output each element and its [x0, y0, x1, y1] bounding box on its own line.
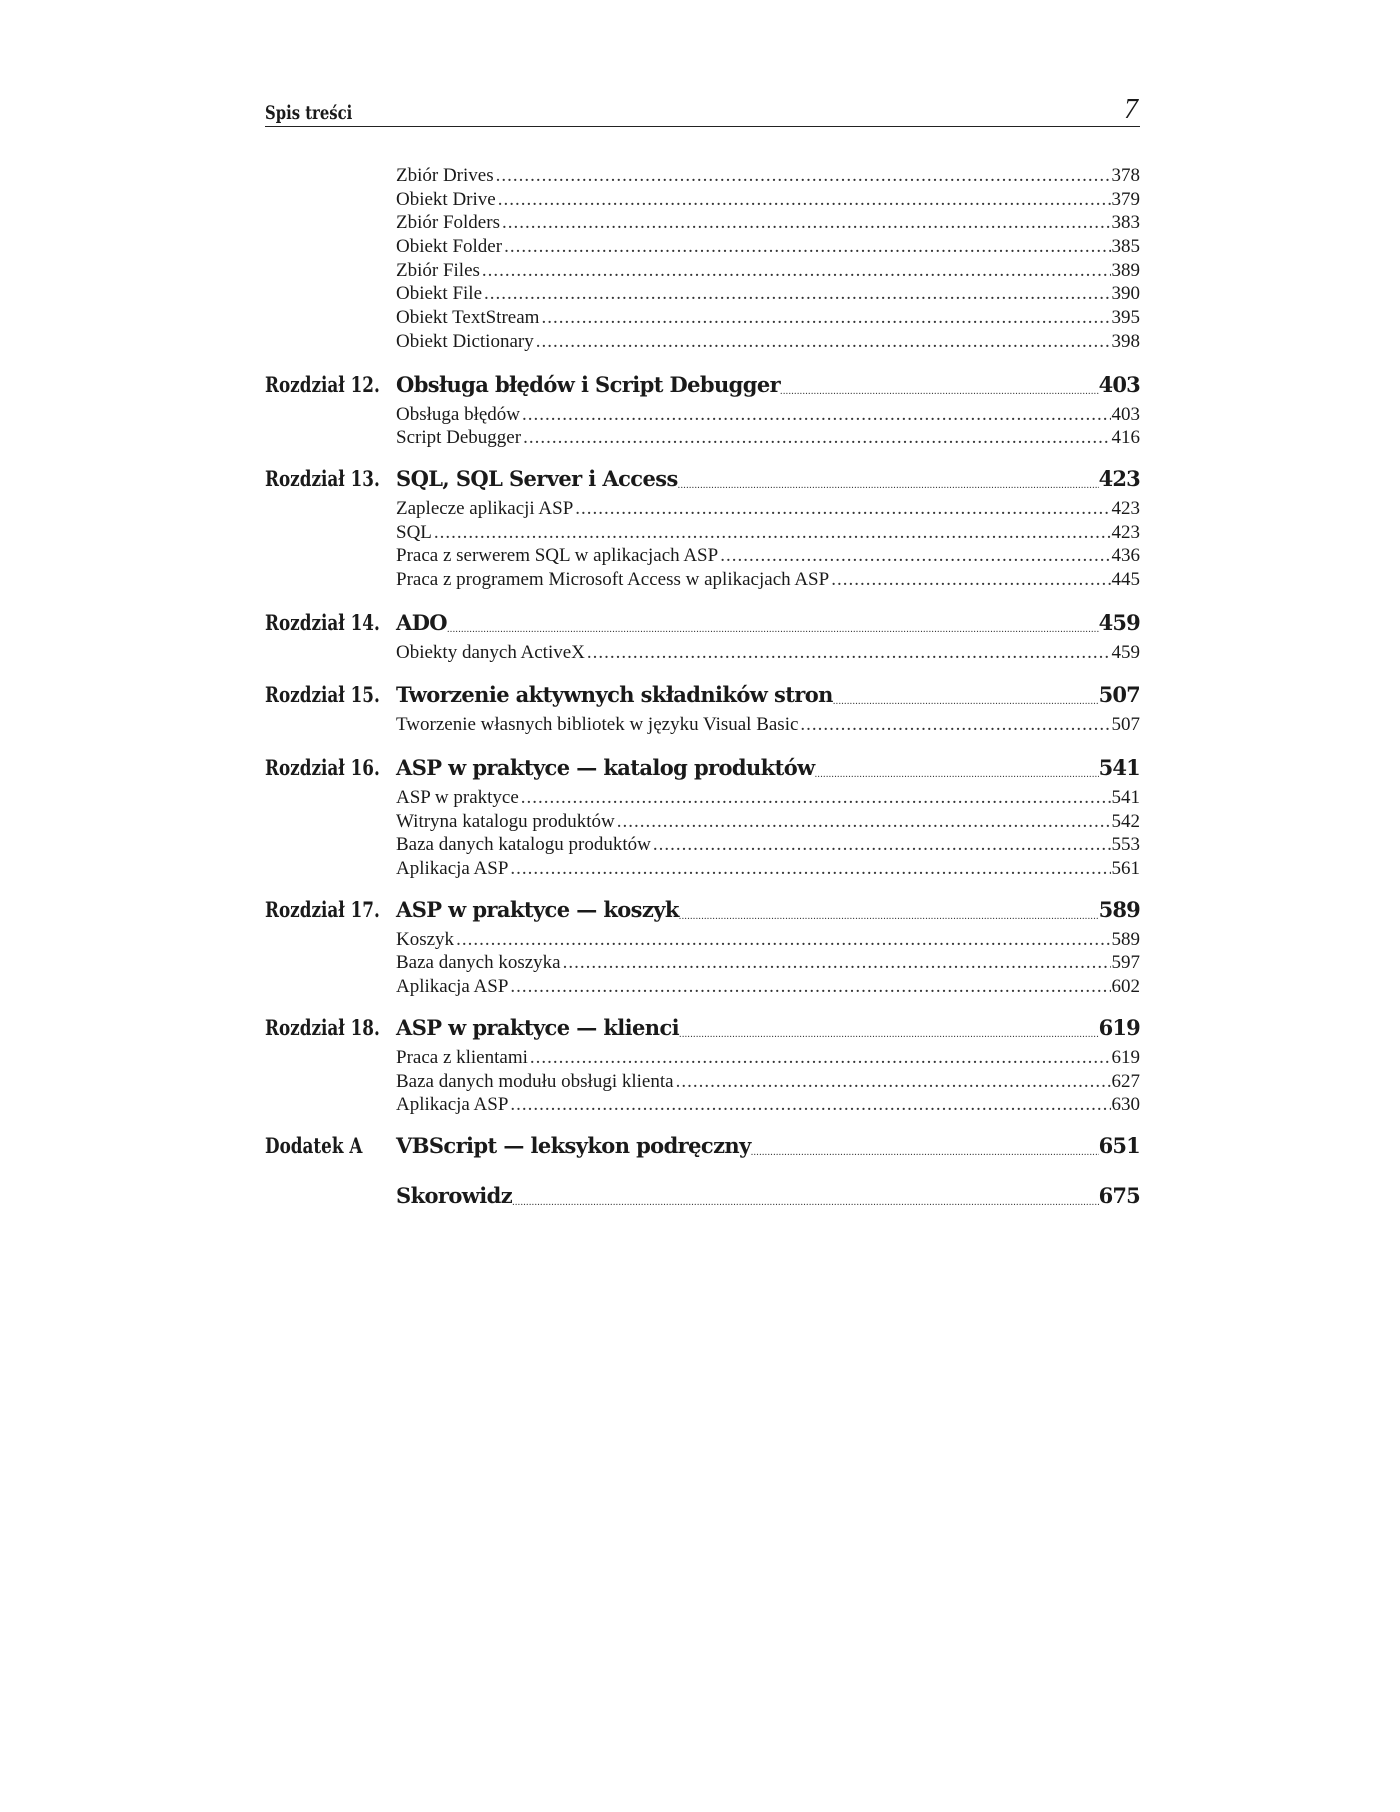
dot-leader [510, 1093, 1110, 1117]
toc-entry[interactable] [396, 188, 1140, 212]
toc-entry-page: 385 [1111, 236, 1140, 258]
chapter-page: 423 [1098, 465, 1140, 491]
chapter-page: 403 [1098, 371, 1140, 397]
dot-leader [541, 306, 1110, 330]
toc-entry-title: Obiekt File [396, 283, 483, 305]
chapter-section [265, 1178, 1140, 1214]
toc-entry-title: Obiekt TextStream [396, 307, 540, 329]
chapter-label: Rozdział 18. [265, 1014, 380, 1040]
toc-entry-page: 627 [1111, 1070, 1140, 1092]
toc-entry[interactable] [396, 928, 1140, 952]
toc-entry[interactable] [396, 235, 1140, 259]
toc-entry-page: 390 [1111, 283, 1140, 305]
toc-entry-page: 436 [1111, 545, 1140, 567]
dot-leader [720, 544, 1110, 568]
dot-leader [678, 475, 1099, 497]
toc-entry-page: 389 [1111, 259, 1140, 281]
dot-leader [617, 810, 1111, 834]
chapter-heading[interactable] [265, 1010, 1140, 1046]
chapter-label: Dodatek A [265, 1132, 363, 1158]
toc-entry-title: Aplikacja ASP [396, 976, 509, 998]
chapter-title: Tworzenie aktywnych składników stron [396, 682, 833, 708]
dot-leader [482, 259, 1111, 283]
toc-entry-title: ASP w praktyce [396, 787, 519, 808]
dot-leader [456, 928, 1110, 952]
toc-entry[interactable] [396, 568, 1140, 592]
chapter-label: Rozdział 16. [265, 755, 380, 780]
dot-leader [751, 1142, 1099, 1164]
dot-leader [653, 833, 1111, 857]
chapter-section [265, 1010, 1140, 1117]
chapter-title: ASP w praktyce — koszyk [396, 896, 679, 922]
toc-entry-title: Obiekty danych ActiveX [396, 641, 585, 663]
chapter-section [265, 1128, 1140, 1164]
dot-leader [575, 497, 1110, 521]
chapter-page: 651 [1098, 1132, 1140, 1158]
toc-entry-title: Praca z programem Microsoft Access w aplikacjach ASP [396, 568, 830, 590]
toc-entry-title: Zbiór Folders [396, 212, 500, 234]
toc-entry-page: 553 [1111, 834, 1140, 856]
chapter-heading[interactable] [265, 461, 1140, 497]
toc-entry[interactable] [396, 857, 1140, 881]
toc-entry[interactable] [396, 975, 1140, 999]
toc-entry-title: Baza danych katalogu produktów [396, 834, 651, 856]
chapter-label: Rozdział 17. [265, 896, 380, 922]
toc-entry-page: 395 [1111, 307, 1140, 329]
toc-entry[interactable] [396, 497, 1140, 521]
dot-leader [498, 188, 1111, 212]
chapter-page: 507 [1098, 682, 1140, 708]
chapters-list [265, 367, 1140, 1214]
toc-entry-title: Baza danych modułu obsługi klienta [396, 1070, 674, 1092]
dot-leader [800, 713, 1110, 737]
toc-entry-title: Zaplecze aplikacji ASP [396, 497, 574, 519]
dot-leader [484, 282, 1110, 306]
toc-entry[interactable] [396, 521, 1140, 545]
dot-leader [563, 951, 1111, 975]
chapter-section-list [265, 497, 1140, 592]
toc-entry[interactable] [396, 330, 1140, 354]
toc-entry-page: 416 [1111, 427, 1140, 449]
dot-leader [521, 786, 1111, 810]
toc-entry-page: 619 [1111, 1046, 1140, 1068]
toc-entry[interactable] [396, 951, 1140, 975]
dot-leader [780, 381, 1099, 403]
chapter-heading[interactable] [265, 1128, 1140, 1164]
toc-entry-title: Obiekt Dictionary [396, 330, 534, 352]
chapter-section-list [265, 403, 1140, 450]
table-of-contents [265, 164, 1140, 1214]
chapter-page: 619 [1098, 1014, 1140, 1040]
chapter-section-list [265, 713, 1140, 737]
chapter-section [265, 605, 1140, 665]
chapter-heading[interactable] [265, 1178, 1140, 1214]
dot-leader [679, 906, 1099, 928]
toc-entry-title: Script Debugger [396, 427, 522, 449]
toc-entry[interactable] [396, 164, 1140, 188]
toc-entry[interactable] [396, 259, 1140, 283]
dot-leader [512, 1192, 1099, 1214]
toc-entry-page: 541 [1111, 787, 1140, 808]
chapter-heading[interactable] [265, 367, 1140, 403]
chapter-section [265, 367, 1140, 450]
chapter-section-list [265, 1046, 1140, 1117]
toc-entry-title: Aplikacja ASP [396, 858, 509, 880]
toc-entry-page: 542 [1111, 810, 1140, 832]
toc-entry[interactable] [396, 544, 1140, 568]
chapter-heading[interactable] [265, 605, 1140, 641]
chapter-section [265, 750, 1140, 881]
chapter-label: Rozdział 15. [265, 682, 380, 708]
toc-entry-page: 379 [1111, 188, 1140, 210]
dot-leader [831, 568, 1110, 592]
chapter-page: 675 [1098, 1182, 1140, 1208]
toc-entry-title: Obiekt Drive [396, 188, 496, 210]
toc-entry[interactable] [396, 810, 1140, 834]
toc-entry-title: SQL [396, 521, 432, 543]
toc-entry[interactable] [396, 1093, 1140, 1117]
dot-leader [815, 764, 1099, 786]
toc-entry-title: Aplikacja ASP [396, 1094, 509, 1116]
chapter-page: 541 [1098, 755, 1140, 780]
toc-entry[interactable] [396, 403, 1140, 427]
chapter-title: ASP w praktyce — katalog produktów [396, 755, 815, 780]
chapter-section [265, 677, 1140, 737]
chapter-title: Obsługa błędów i Script Debugger [396, 371, 781, 397]
dot-leader [523, 426, 1110, 450]
dot-leader [510, 975, 1110, 999]
chapter-label: Rozdział 12. [265, 371, 380, 397]
running-head-title: Spis treści [265, 102, 353, 124]
chapter-section [265, 892, 1140, 999]
dot-leader [530, 1046, 1111, 1070]
chapter-heading[interactable] [265, 750, 1140, 786]
dot-leader [833, 691, 1099, 713]
toc-entry-title: Witryna katalogu produktów [396, 810, 615, 832]
chapter-title: VBScript — leksykon podręczny [396, 1132, 751, 1158]
chapter-section-list [265, 928, 1140, 999]
toc-entry[interactable] [396, 211, 1140, 235]
toc-entry[interactable] [396, 1070, 1140, 1094]
chapter-title: ADO [396, 609, 447, 635]
toc-entry[interactable] [396, 426, 1140, 450]
chapter-section-list [265, 641, 1140, 665]
toc-entry[interactable] [396, 282, 1140, 306]
toc-entry-page: 383 [1111, 212, 1140, 234]
chapter-title: ASP w praktyce — klienci [396, 1014, 680, 1040]
toc-entry-title: Obiekt Folder [396, 236, 503, 258]
toc-entry-page: 423 [1111, 521, 1140, 543]
toc-entry-title: Zbiór Files [396, 259, 480, 281]
toc-entry-page: 630 [1111, 1094, 1140, 1116]
toc-entry-page: 398 [1111, 330, 1140, 352]
toc-entry-title: Praca z serwerem SQL w aplikacjach ASP [396, 545, 719, 567]
dot-leader [510, 857, 1110, 881]
dot-leader [504, 235, 1110, 259]
chapter-page: 459 [1098, 609, 1140, 635]
chapter-page: 589 [1098, 896, 1140, 922]
toc-entry-page: 445 [1111, 568, 1140, 590]
toc-entry-page: 602 [1111, 976, 1140, 998]
dot-leader [447, 619, 1099, 641]
toc-entry-title: Zbiór Drives [396, 165, 494, 186]
dot-leader [522, 403, 1110, 427]
chapter-label: Rozdział 14. [265, 609, 380, 635]
chapter-heading[interactable] [265, 677, 1140, 713]
toc-entry-page: 561 [1111, 858, 1140, 880]
toc-entry-page: 423 [1111, 497, 1140, 519]
toc-entry-page: 507 [1111, 714, 1140, 736]
dot-leader [502, 211, 1111, 235]
dot-leader [434, 521, 1111, 545]
dot-leader [587, 641, 1111, 665]
chapter-label: Rozdział 13. [265, 465, 380, 491]
page-header [265, 92, 1140, 127]
toc-entry[interactable] [396, 1046, 1140, 1070]
toc-entry-title: Praca z klientami [396, 1046, 528, 1068]
toc-entry-page: 589 [1111, 928, 1140, 950]
toc-entry-title: Tworzenie własnych bibliotek w języku Visual Basic [396, 714, 799, 736]
toc-entry-page: 403 [1111, 403, 1140, 425]
toc-entry-page: 459 [1111, 641, 1140, 663]
toc-entry[interactable] [396, 306, 1140, 330]
chapter-title: SQL, SQL Server i Access [396, 465, 678, 491]
intro-section-list [265, 164, 1140, 354]
page-number: 7 [1124, 94, 1138, 125]
dot-leader [676, 1070, 1111, 1094]
toc-entry[interactable] [396, 713, 1140, 737]
toc-entry[interactable] [396, 641, 1140, 665]
toc-entry-title: Baza danych koszyka [396, 952, 561, 974]
chapter-section [265, 461, 1140, 592]
toc-entry-page: 597 [1111, 952, 1140, 974]
dot-leader [679, 1024, 1099, 1046]
dot-leader [496, 164, 1111, 188]
toc-entry[interactable] [396, 786, 1140, 810]
chapter-title: Skorowidz [396, 1182, 513, 1208]
toc-entry-title: Koszyk [396, 928, 455, 950]
toc-entry[interactable] [396, 833, 1140, 857]
dot-leader [536, 330, 1111, 354]
toc-entry-page: 378 [1111, 165, 1140, 186]
toc-entry-title: Obsługa błędów [396, 403, 521, 425]
chapter-section-list [265, 786, 1140, 881]
chapter-heading[interactable] [265, 892, 1140, 928]
